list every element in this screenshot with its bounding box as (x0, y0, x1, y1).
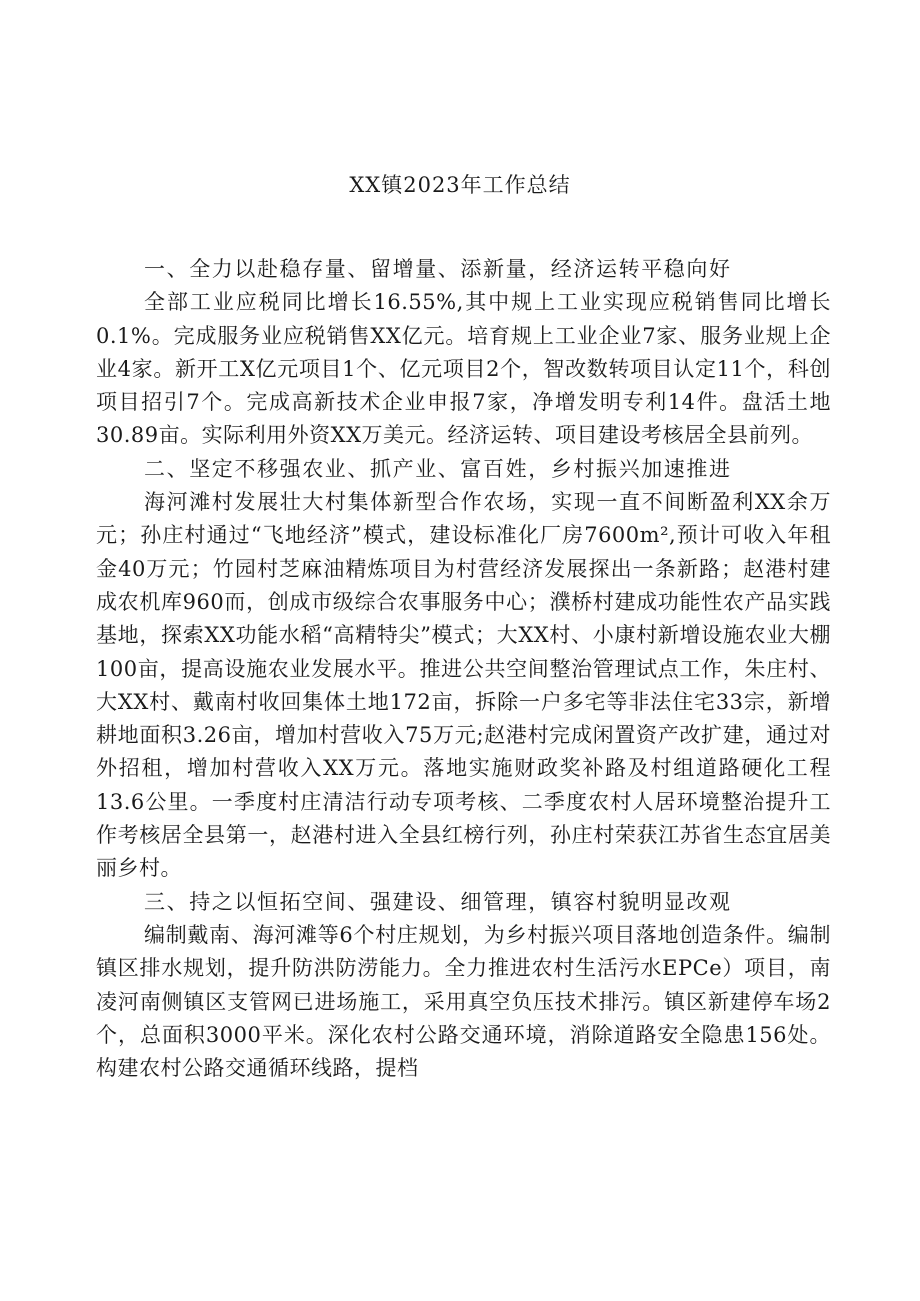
section-3-paragraph: 编制戴南、海河滩等6个村庄规划，为乡村振兴项目落地创造条件。编制镇区排水规划，提升防洪防涝能力。全力推进农村生活污水EPCe）项目，南凌河南侧镇区支管网已进场施工，采用真空负压技术排污。镇区新建停车场2个，总面积3000平米。深化农村公路交通环境，消除道路安全隐患156处。构建农村公路交通循环线路，提档 (96, 922, 831, 1081)
section-2-heading: 二、坚定不移强农业、抓产业、富百姓，乡村振兴加速推进 (144, 456, 732, 481)
section-3-heading: 三、持之以恒拓空间、强建设、细管理，镇容村貌明显改观 (144, 889, 732, 914)
section-2-paragraph: 海河滩村发展壮大村集体新型合作农场，实现一直不间断盈利XX余万元；孙庄村通过“飞地经济”模式，建设标准化厂房7600m²,预计可收入年租金40万元；竹园村芝麻油精炼项目为村营经济发展探出一条新路；赵港村建成农机库960而，创成市级综合农事服务中心；濮桥村建成功能性农产品实践基地，探索XX功能水稻“高精特尖”模式；大XX村、小康村新增设施农业大棚100亩，提高设施农业发展水平。推进公共空间整治管理试点工作，朱庄村、大XX村、戴南村收回集体土地172亩，拆除一户多宅等非法住宅33宗，新增耕地面积3.26亩，增加村营收入75万元;赵港村完成闲置资产改扩建，通过对外招租，增加村营收入XX万元。落地实施财政奖补路及村组道路硬化工程13.6公里。一季度村庄清洁行动专项考核、二季度农村人居环境整治提升工作考核居全县第一，赵港村进入全县红榜行列，孙庄村荣获江苏省生态宜居美丽乡村。 (96, 490, 831, 881)
section-1-heading: 一、全力以赴稳存量、留增量、添新量，经济运转平稳向好 (144, 257, 732, 281)
document-title: XX镇2023年工作总结 (349, 173, 571, 197)
document-body (96, 253, 831, 1085)
section-1-paragraph: 全部工业应税同比增长16.55%,其中规上工业实现应税销售同比增长0.1%。完成服务业应税销售XX亿元。培育规上工业企业7家、服务业规上企业4家。新开工X亿元项目1个、亿元项目2个，智改数转项目认定11个，科创项目招引7个。完成高新技术企业申报7家，净增发明专利14件。盘活土地30.89亩。实际利用外资XX万美元。经济运转、项目建设考核居全县前列。 (96, 290, 831, 448)
